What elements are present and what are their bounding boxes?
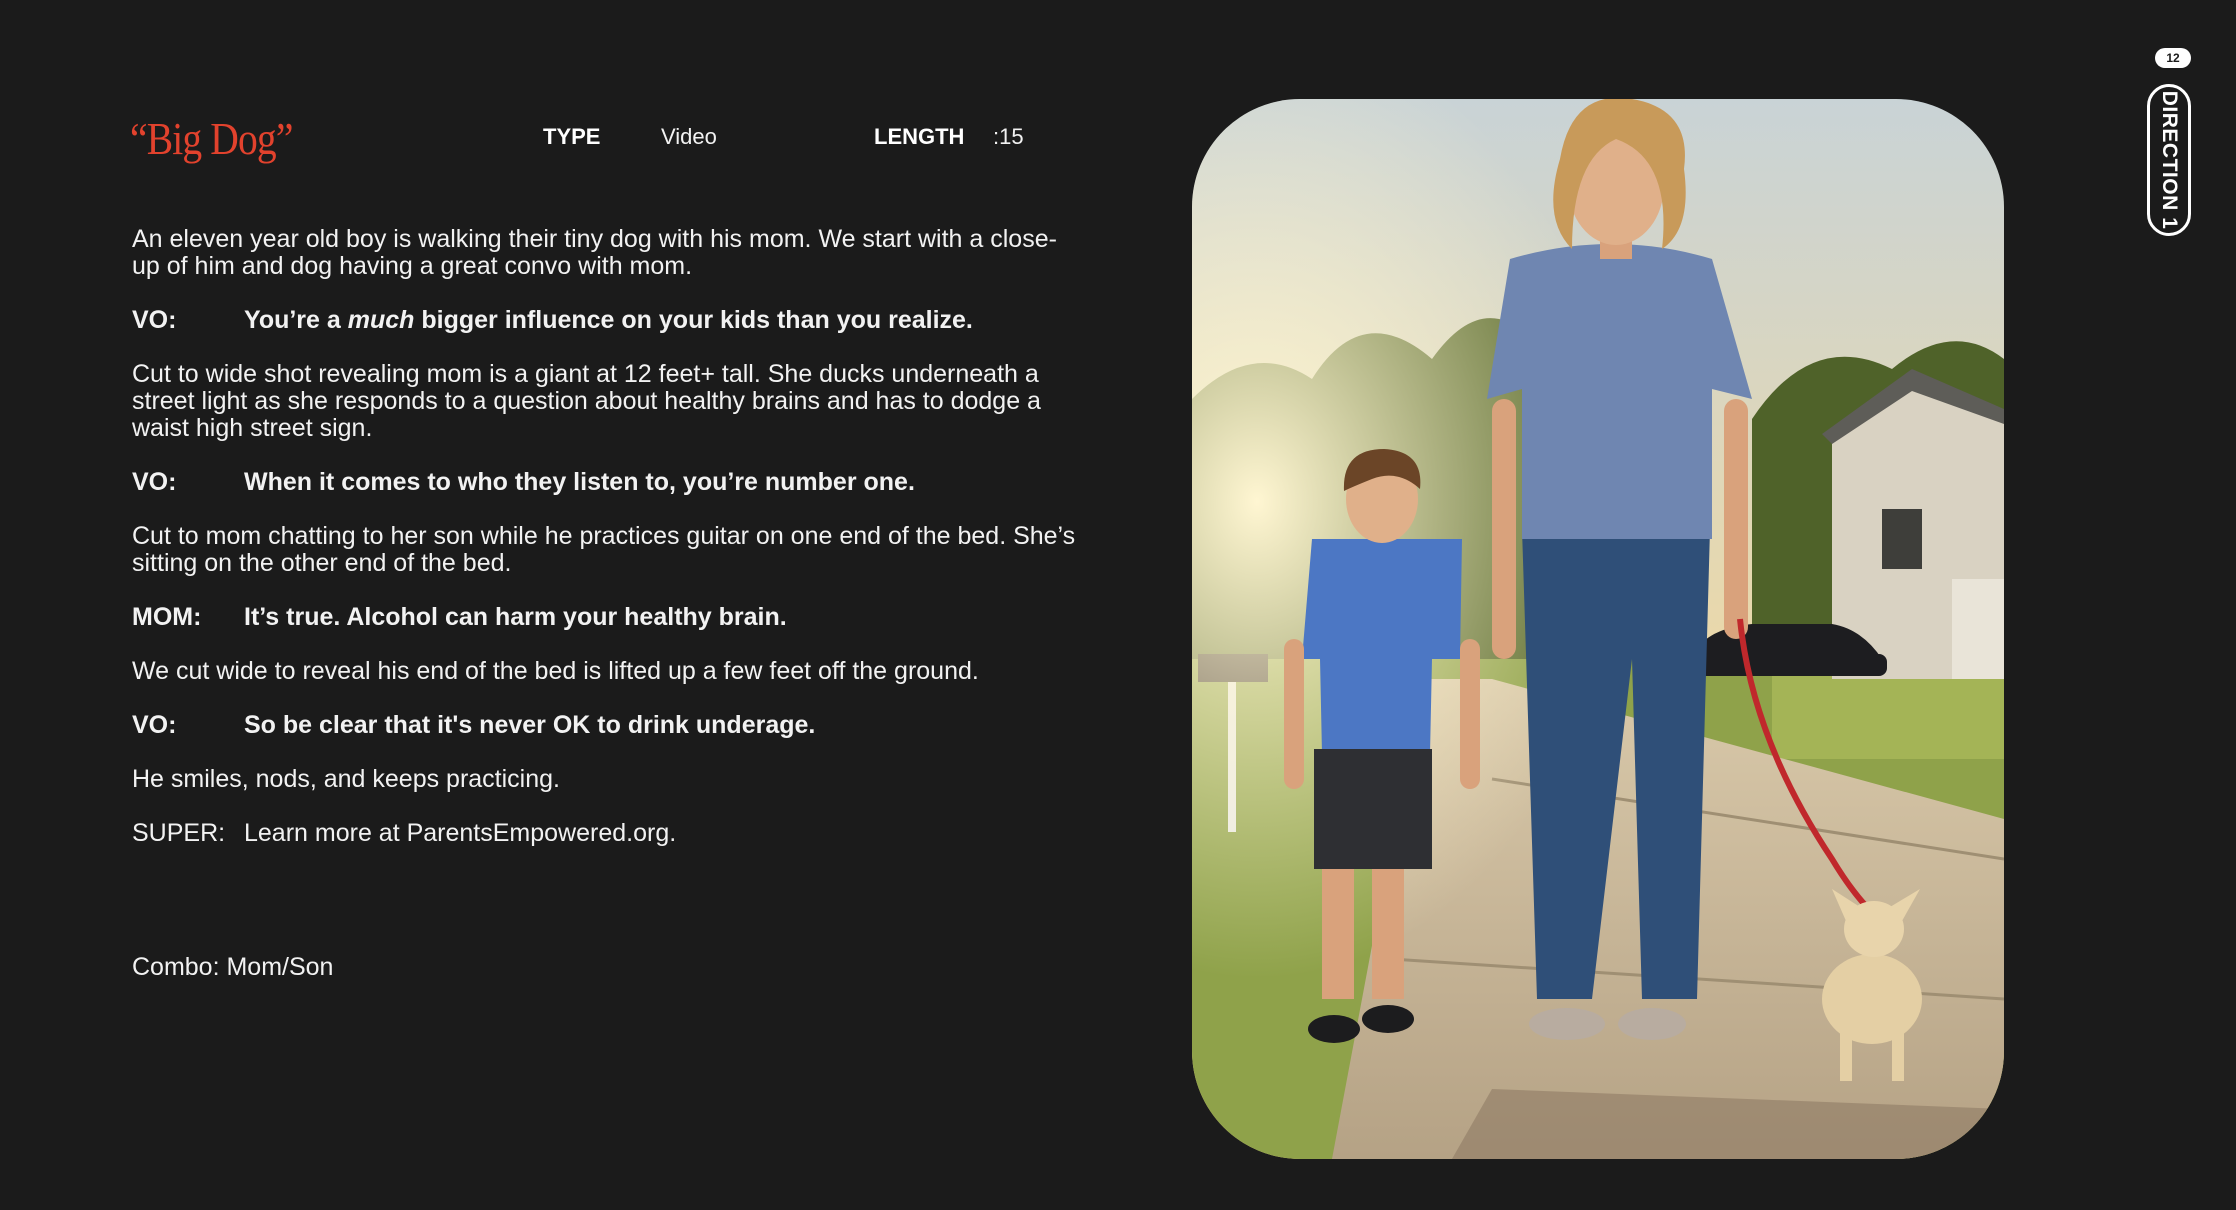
concept-photo (1192, 99, 2004, 1159)
action-paragraph-4: He smiles, nods, and keeps practicing. (132, 765, 560, 793)
direction-tab (2147, 84, 2191, 236)
speaker-label: VO: (132, 711, 177, 739)
action-paragraph-1: Cut to wide shot revealing mom is a giant at 12 feet+ tall. She ducks underneath a street light as she responds to a question about healthy brains and has to dodge a waist high street sign. (132, 360, 1041, 442)
vo-line-3 (132, 712, 1082, 739)
intro-paragraph: An eleven year old boy is walking their tiny dog with his mom. We start with a close-up of him and dog having a great convo with mom. (132, 225, 1057, 280)
script-body (132, 226, 1082, 874)
vo-line-2 (132, 469, 1082, 496)
mom-line-text: It’s true. Alcohol can harm your healthy brain. (244, 603, 787, 631)
concept-title: “Big Dog” (130, 113, 293, 164)
speaker-label: VO: (132, 468, 177, 496)
vo-line-text: When it comes to who they listen to, you’re number one. (244, 468, 915, 496)
mom-line-1 (132, 604, 1082, 631)
type-label: TYPE (543, 124, 601, 149)
vo-line-text: So be clear that it's never OK to drink underage. (244, 711, 816, 739)
action-paragraph-3: We cut wide to reveal his end of the bed is lifted up a few feet off the ground. (132, 657, 979, 685)
type-value: Video (661, 124, 717, 149)
length-value: :15 (993, 124, 1024, 149)
super-label: SUPER: (132, 819, 226, 847)
speaker-label: VO: (132, 306, 177, 334)
vo-line-text: You’re a much bigger influence on your kids than you realize. (244, 306, 973, 334)
speaker-label: MOM: (132, 603, 202, 631)
emphasis-word: much (347, 306, 415, 334)
action-paragraph-2: Cut to mom chatting to her son while he practices guitar on one end of the bed. She’s sitting on the other end of the bed. (132, 522, 1076, 577)
super-text: Learn more at ParentsEmpowered.org. (244, 819, 677, 847)
super-line (132, 820, 1082, 847)
direction-label: DIRECTION 1 (2158, 90, 2181, 230)
page-number-badge: 12 (2155, 48, 2191, 68)
vo-line-1 (132, 307, 1082, 334)
combo-note: Combo: Mom/Son (132, 953, 334, 981)
length-label: LENGTH (874, 124, 965, 149)
